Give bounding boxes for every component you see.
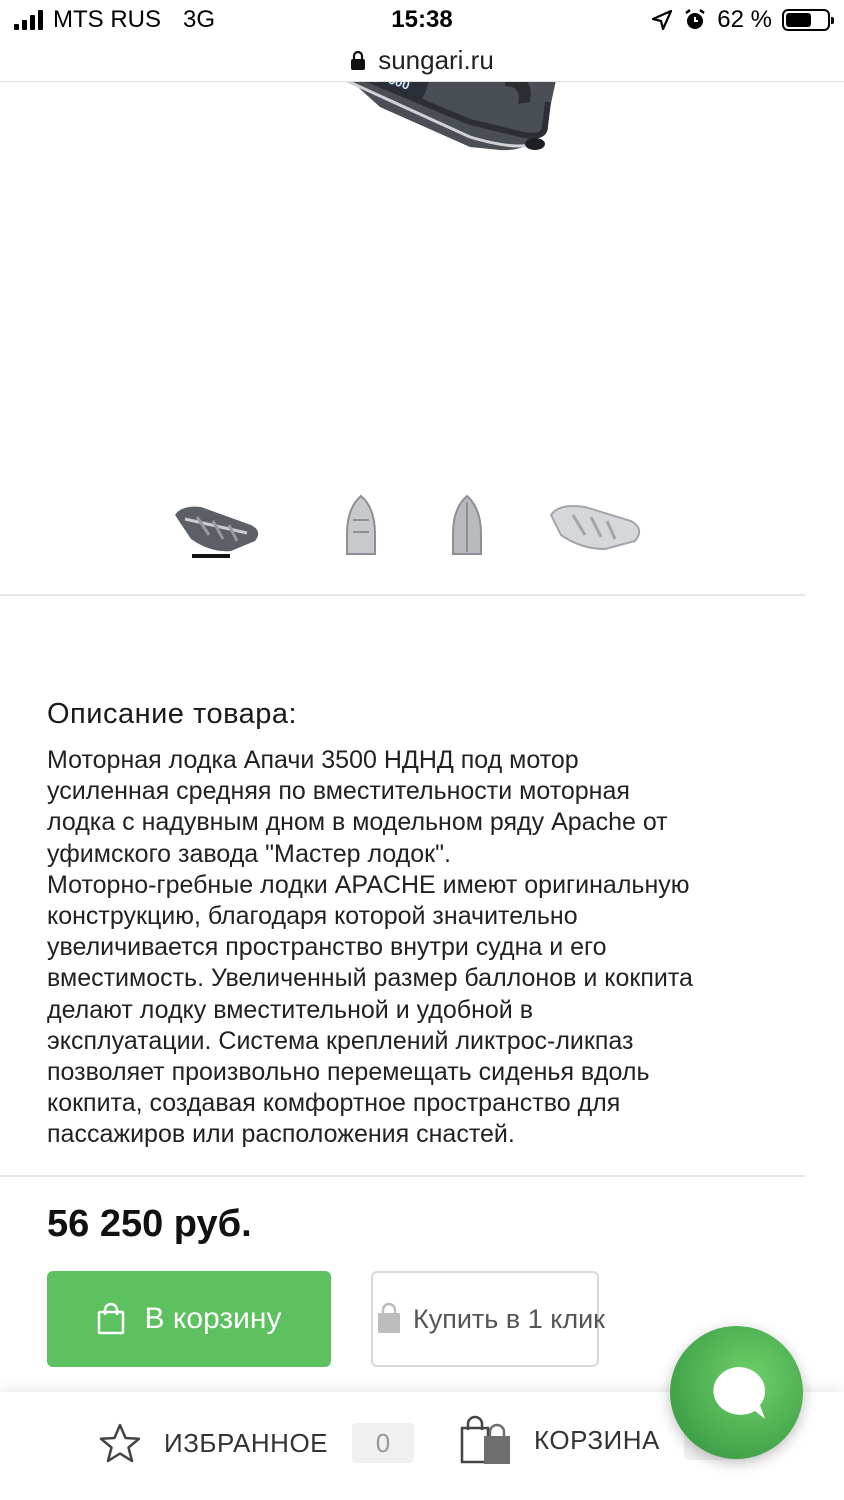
add-to-cart-label: В корзину <box>144 1302 282 1335</box>
carrier-name: MTS RUS <box>53 6 161 33</box>
description-line: эксплуатации. Система креплений ликтрос-ликпаз <box>47 1026 634 1055</box>
buy-one-click-button[interactable] <box>371 1271 605 1367</box>
url-domain: sungari.ru <box>378 45 494 75</box>
lock-icon <box>350 51 366 71</box>
favorites-label: ИЗБРАННОЕ <box>164 1427 329 1458</box>
product-main-image[interactable] <box>0 82 844 462</box>
boat-top-view-icon <box>341 494 381 558</box>
divider <box>0 1175 805 1177</box>
description-line: уфимского завода "Мастер лодок". <box>47 839 451 868</box>
shopping-bag-icon <box>377 1304 401 1334</box>
url-bar[interactable] <box>0 40 844 82</box>
favorites-link[interactable] <box>98 1422 414 1464</box>
product-price: 56 250 руб. <box>47 1203 252 1245</box>
thumbnail-selected-indicator <box>192 554 230 558</box>
battery-percent: 62 % <box>717 6 772 33</box>
description-title: Описание товара: <box>47 698 298 730</box>
description-line: делают лодку вместительной и удобной в <box>47 995 533 1024</box>
boat-side-view-icon <box>545 495 645 557</box>
boat-bottom-view-icon <box>447 494 487 558</box>
alarm-icon <box>683 8 707 32</box>
description-line: вместимость. Увеличенный размер баллонов и кокпита <box>47 964 693 993</box>
description-line: пассажиров или расположения снастей. <box>47 1120 515 1149</box>
description-line: конструкцию, благодаря которой значительно <box>47 902 578 931</box>
star-icon <box>98 1422 142 1464</box>
buy-one-click-label: Купить в 1 клик <box>413 1303 605 1334</box>
cart-label: КОРЗИНА <box>534 1424 660 1455</box>
description-line: усиленная средняя по вместительности моторная <box>47 777 630 806</box>
description-text <box>47 745 767 1151</box>
status-time: 15:38 <box>391 6 453 33</box>
divider <box>0 594 805 596</box>
boat-thumb-icon <box>171 495 263 557</box>
thumbnail-3[interactable] <box>412 486 522 566</box>
description-line: кокпита, создавая комфортное пространство для <box>47 1089 621 1118</box>
description-line: Моторная лодка Апачи 3500 НДНД под мотор <box>47 746 579 774</box>
cart-bag-icon <box>458 1414 514 1466</box>
description-line: Моторно-гребные лодки APACHE имеют оригинальную <box>47 870 690 899</box>
status-bar <box>0 0 844 44</box>
description-line: позволяет произвольно перемещать сиденья вдоль <box>47 1058 650 1087</box>
favorites-count: 0 <box>352 1423 414 1463</box>
network-type: 3G <box>183 6 216 33</box>
description-line: увеличивается пространство внутри судна и его <box>47 933 607 962</box>
status-right <box>651 6 830 34</box>
thumbnail-2[interactable] <box>306 486 416 566</box>
thumbnail-4[interactable] <box>540 486 650 566</box>
description-line: лодка с надувным дном в модельном ряду Apache от <box>47 808 668 837</box>
boat-image <box>0 82 844 462</box>
chat-button[interactable] <box>670 1326 803 1459</box>
location-arrow-icon <box>651 9 673 31</box>
add-to-cart-button[interactable] <box>47 1271 331 1367</box>
shopping-bag-icon <box>97 1303 125 1335</box>
battery-icon <box>782 9 830 31</box>
chat-bubble-icon <box>705 1363 769 1423</box>
